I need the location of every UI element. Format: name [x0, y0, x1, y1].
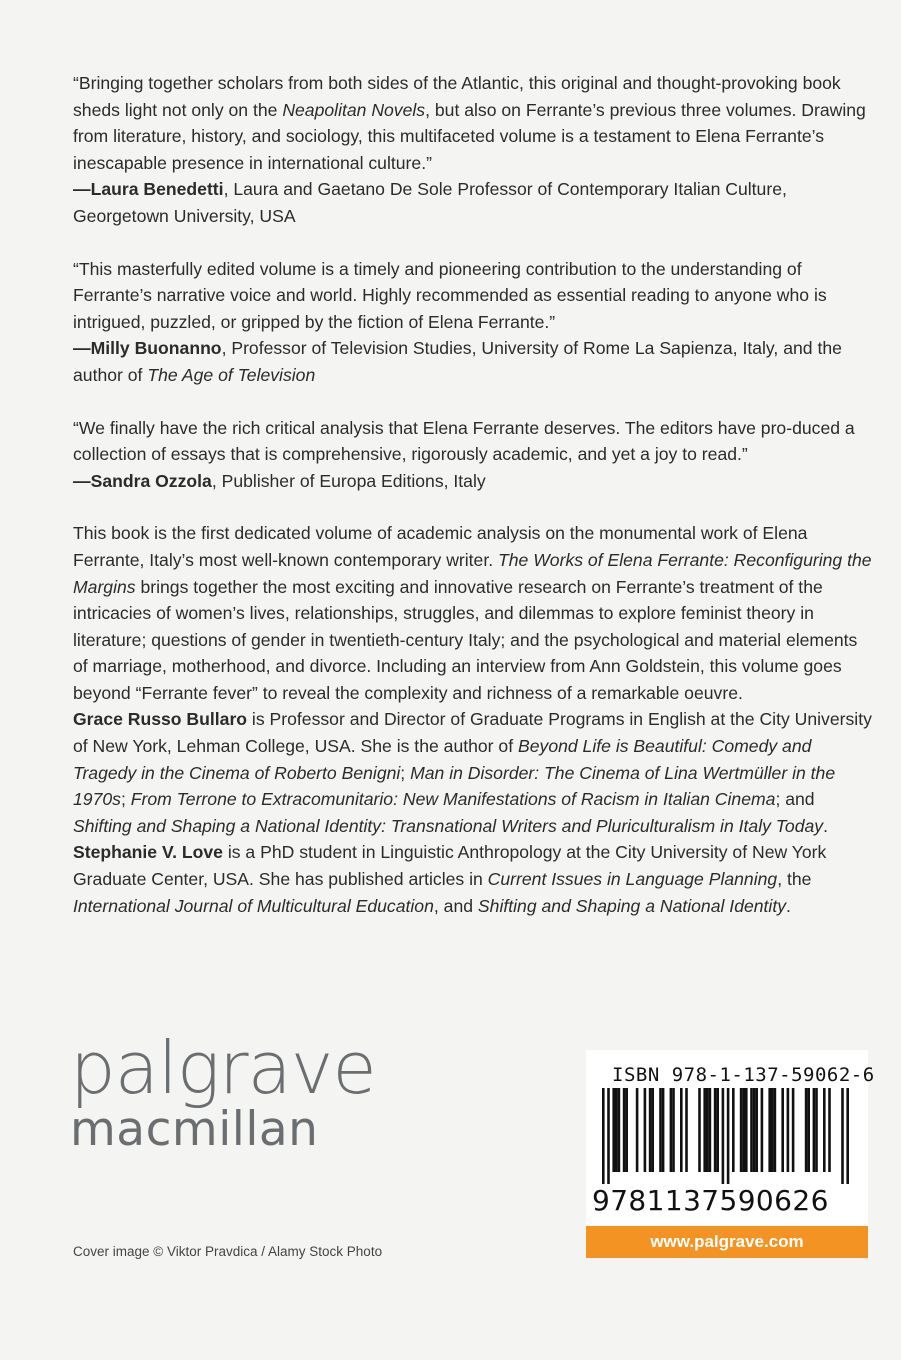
bold-name: Grace Russo Bullaro — [73, 709, 248, 730]
italic-title: Current Issues in Language Planning — [487, 869, 778, 890]
endorsement — [73, 415, 873, 495]
publisher-website: www.palgrave.com — [586, 1226, 868, 1258]
barcode-bar — [768, 1088, 771, 1172]
text-run: , Laura and Gaetano De Sole Professor of Contemporary Italian Culture, Georgetown University, USA — [73, 179, 787, 226]
barcode-bar — [636, 1088, 639, 1172]
barcode-bar — [709, 1088, 712, 1172]
endorser-name: —Milly Buonanno — [73, 338, 222, 359]
barcode-bars — [602, 1088, 852, 1184]
barcode-bar — [670, 1088, 673, 1172]
barcode-bar — [722, 1088, 725, 1184]
text-run: , and — [433, 895, 478, 916]
endorsement — [73, 256, 873, 389]
endorsement-quote — [73, 415, 873, 468]
barcode-bar — [680, 1088, 683, 1172]
barcode-bar — [659, 1088, 662, 1172]
barcode-bar — [740, 1088, 743, 1172]
endorsement-attribution — [73, 468, 873, 495]
barcode-bar — [714, 1088, 717, 1172]
barcode-bar — [792, 1088, 795, 1172]
barcode-bar — [698, 1088, 701, 1172]
endorsement-attribution — [73, 335, 873, 388]
text-run: , the — [777, 869, 812, 890]
barcode-bar — [742, 1088, 745, 1172]
endorsement — [73, 70, 873, 230]
text-run: “This masterfully edited volume is a timely and pioneering contribution to the understanding of Ferrante’s narrative voice and world. Highly recommended as essential reading to anyone who is intrigued, puzzled, or gripped by the fiction of Elena Ferrante.” — [73, 258, 827, 332]
barcode-bar — [846, 1088, 849, 1184]
barcode-bar — [662, 1088, 665, 1172]
italic-title: Man in Disorder: The Cinema of Lina Wertmüller in the 1970s — [73, 762, 836, 810]
italic-title: Shifting and Shaping a National Identity — [477, 895, 787, 916]
endorsement-attribution — [73, 176, 873, 229]
text-run: is a PhD student in Linguistic Anthropology at the City University of New York Graduate Center, USA. She has published articles in — [73, 842, 827, 890]
barcode-bar — [813, 1088, 816, 1172]
barcode-bar — [823, 1088, 826, 1172]
barcode-bar — [703, 1088, 706, 1172]
barcode-bar — [625, 1088, 628, 1172]
text-run: ; and — [775, 789, 815, 810]
endorser-name: —Laura Benedetti — [73, 179, 224, 200]
barcode-bar — [612, 1088, 615, 1172]
italic-title: Shifting and Shaping a National Identity: Transnational Writers and Pluriculturalism in Italy Today — [73, 815, 824, 836]
barcode-bar — [755, 1088, 758, 1172]
barcode-bar — [805, 1088, 808, 1172]
barcode-bar — [607, 1088, 610, 1184]
barcode-bar — [781, 1088, 784, 1172]
endorsements — [73, 70, 873, 494]
barcode-bar — [716, 1088, 719, 1172]
text-run: . — [786, 895, 791, 916]
text-run: brings together the most exciting and innovative research on Ferrante’s treatment of the intricacies of women’s lives, relationships, struggles, and dilemmas to explore feminist theory in literature; questions of gender in twentieth-century Italy; and the psychological and material elements of marriage, motherhood, and divorce. Including an interview from Ann Goldstein, this volume goes beyond “Ferrante fever” to reveal the complexity and richness of a remarkable oeuvre. — [73, 576, 858, 703]
barcode-bar — [787, 1088, 790, 1172]
barcode-bar — [672, 1088, 675, 1172]
text-run: . — [823, 815, 828, 836]
barcode-bar — [841, 1088, 844, 1184]
barcode-bar — [828, 1088, 831, 1172]
italic-title: From Terrone to Extracomunitario: New Manifestations of Racism in Italian Cinema — [130, 789, 776, 810]
isbn-barcode — [586, 1050, 875, 1230]
bold-name: Stephanie V. Love — [73, 842, 223, 863]
text-run: , Publisher of Europa Editions, Italy — [211, 470, 486, 491]
editor-bio — [73, 706, 873, 839]
back-cover-text — [73, 70, 873, 919]
logo-line-macmillan: macmillan — [70, 1102, 319, 1157]
barcode-bar — [771, 1088, 774, 1172]
text-run: , Professor of Television Studies, University of Rome La Sapienza, Italy, and the author of — [73, 338, 842, 385]
book-description — [73, 520, 873, 706]
endorsement-quote — [73, 70, 873, 176]
text-run: ; — [120, 789, 131, 810]
barcode-bar — [807, 1088, 810, 1172]
barcode-bar — [618, 1088, 621, 1172]
barcode-bar — [745, 1088, 748, 1172]
endorsement-quote — [73, 256, 873, 336]
barcode-bar — [727, 1088, 730, 1184]
barcode-bar — [649, 1088, 652, 1172]
publisher-logo — [70, 1026, 376, 1157]
italic-title: Beyond Life is Beautiful: Comedy and Tragedy in the Cinema of Roberto Benigni — [73, 736, 812, 783]
editor-bios — [73, 706, 873, 919]
barcode-bar — [644, 1088, 647, 1172]
text-run: “Bringing together scholars from both sides of the Atlantic, this original and thought-provoking book sheds light not only on the — [73, 73, 841, 120]
barcode-bar — [753, 1088, 756, 1172]
isbn-label: ISBN 978-1-137-59062-6 — [612, 1064, 875, 1086]
italic-title: The Works of Elena Ferrante: Reconfiguring the Margins — [73, 549, 872, 597]
barcode-bar — [706, 1088, 709, 1172]
barcode-bar — [774, 1088, 777, 1172]
barcode-bar — [615, 1088, 618, 1172]
text-run: , but also on Ferrante’s previous three volumes. Drawing from literature, history, and sociology, this multifaceted volume is a testament to Elena Ferrante’s inescapable presence in international culture.” — [73, 99, 866, 173]
endorser-name: —Sandra Ozzola — [73, 470, 212, 491]
logo-line-palgrave: palgrave — [70, 1026, 376, 1110]
barcode-bar — [623, 1088, 626, 1172]
text-run: ; — [400, 762, 411, 783]
barcode-bar — [651, 1088, 654, 1172]
barcode-bar — [732, 1088, 735, 1172]
editor-bio — [73, 839, 873, 919]
italic-title: International Journal of Multicultural Education — [73, 895, 434, 916]
barcode-bar — [602, 1088, 605, 1184]
barcode-bar — [750, 1088, 753, 1172]
barcode-digits: 9781137590626 — [592, 1184, 829, 1217]
barcode-bar — [815, 1088, 818, 1172]
barcode-bar — [761, 1088, 764, 1172]
text-run: is Professor and Director of Graduate Programs in English at the City University of New York, Lehman College, USA. She is the author of — [73, 709, 872, 757]
barcode-bar — [685, 1088, 688, 1172]
text-run: “We finally have the rich critical analysis that Elena Ferrante deserves. The editors have pro-duced a collection of essays that is comprehensive, rigorously academic, and yet a joy to read.” — [73, 417, 855, 465]
italic-title: Neapolitan Novels — [282, 99, 426, 120]
text-run: This book is the first dedicated volume of academic analysis on the monumental work of Elena Ferrante, Italy’s most well-known contemporary writer. — [73, 523, 808, 570]
italic-title: The Age of Television — [147, 364, 316, 385]
cover-image-credit: Cover image © Viktor Pravdica / Alamy Stock Photo — [73, 1244, 383, 1259]
